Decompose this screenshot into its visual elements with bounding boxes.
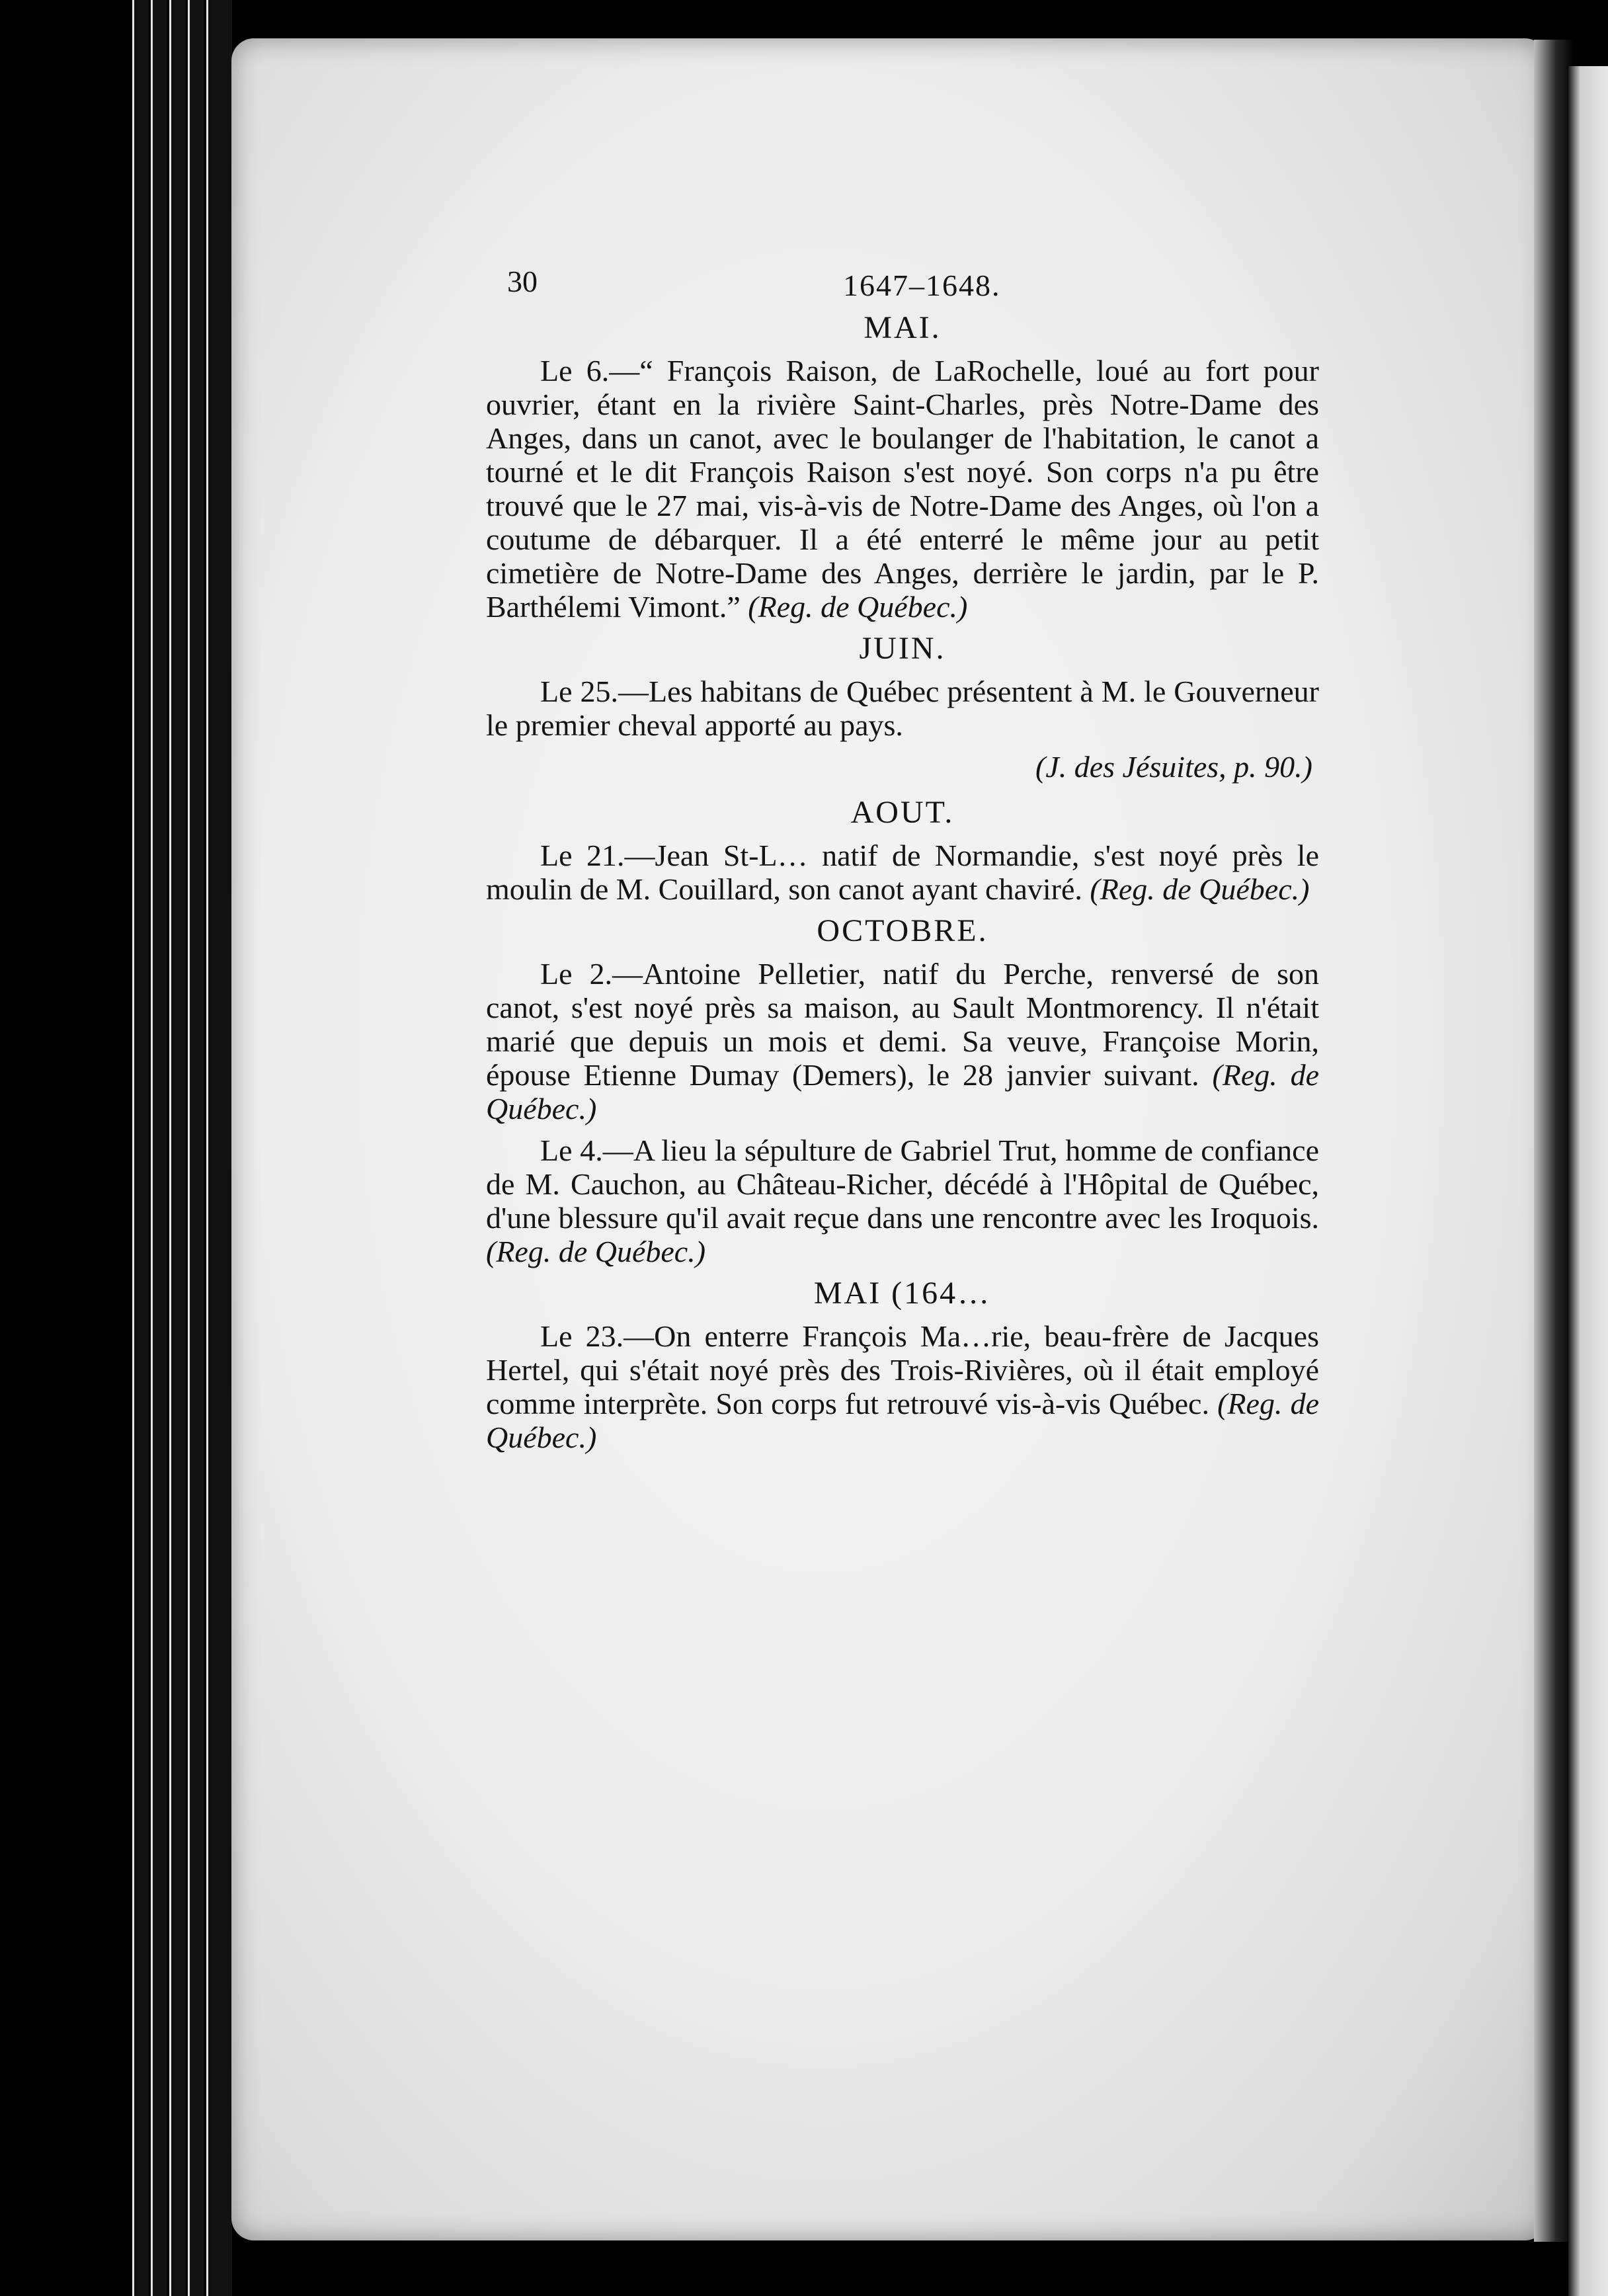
entry-citation: (Reg. de Québec.) <box>486 1235 706 1268</box>
page-edge <box>132 0 149 2296</box>
page-edge <box>188 0 204 2296</box>
running-head <box>486 265 1319 304</box>
entry-paragraph <box>486 957 1319 1126</box>
entry-text: Le 2.—Antoine Pelletier, natif du Perche, renversé de son canot, s'est noyé près sa maison, au Sault Montmorency. Il n'était marié que depuis un mois et demi. Sa veuve, Françoise Morin, épouse Etienne Dumay (Demers), le 28 janvier suivant. <box>486 957 1319 1092</box>
entry-paragraph <box>486 1319 1319 1454</box>
entry-paragraph <box>486 1133 1319 1268</box>
entry-text: Le 23.—On enterre François Ma…rie, beau-frère de Jacques Hertel, qui s'était noyé près des Trois-Rivières, où il était employé comme interprète. Son corps fut retrouvé vis-à-vis Québec. <box>486 1319 1319 1420</box>
gutter-shadow <box>1534 40 1574 2242</box>
entry-citation: (Reg. de Québec.) <box>748 590 968 624</box>
section-heading: OCTOBRE. <box>817 913 988 948</box>
page-edge <box>206 0 232 2296</box>
year-range: 1647–1648. <box>843 268 1001 302</box>
section-heading: MAI (164… <box>813 1276 992 1311</box>
entry-text: Le 6.—“ François Raison, de LaRochelle, loué au fort pour ouvrier, étant en la rivière Saint-Charles, près Notre-Dame des Anges, dans un canot, avec le boulanger de l'habitation, le canot a tourné et le dit François Raison s'est noyé. Son corps n'a pu être trouvé que le 27 mai, vis-à-vis de Notre-Dame des Anges, où l'on a coutume de débarquer. Il a été enterré le même jour au petit cimetière de Notre-Dame des Anges, derrière le jardin, par le P. Barthélemi Vimont.” <box>486 354 1319 624</box>
section-heading: JUIN. <box>859 631 946 666</box>
entry-text: Le 25.—Les habitans de Québec présentent à M. le Gouverneur le premier cheval apporté au pays. <box>486 675 1319 742</box>
entry-text: Le 21.—Jean St-L… natif de Normandie, s'est noyé près le moulin de M. Couillard, son canot ayant chaviré. <box>486 839 1319 906</box>
next-page-edge <box>1568 66 1608 2296</box>
page-edge <box>169 0 186 2296</box>
section-heading: MAI. <box>864 310 942 345</box>
entry-citation: (Reg. de Québec.) <box>486 1387 1319 1454</box>
entry-paragraph <box>486 839 1319 906</box>
entry-paragraph <box>486 675 1319 742</box>
entry-text: Le 4.—A lieu la sépulture de Gabriel Trut, homme de confiance de M. Cauchon, au Château-Richer, décédé à l'Hôpital de Québec, d'une blessure qu'il avait reçue dans une rencontre avec les Iroquois. <box>486 1133 1319 1235</box>
page-number: 30 <box>507 265 538 298</box>
page-edge <box>151 0 167 2296</box>
page-text <box>486 265 1319 1462</box>
entry-paragraph <box>486 354 1319 624</box>
section-heading: AOUT. <box>850 795 955 830</box>
entry-citation: (Reg. de Québec.) <box>1090 872 1310 906</box>
entry-citation: (Reg. de Québec.) <box>486 1058 1319 1126</box>
source-reference: (J. des Jésuites, p. 90.) <box>1035 750 1312 784</box>
